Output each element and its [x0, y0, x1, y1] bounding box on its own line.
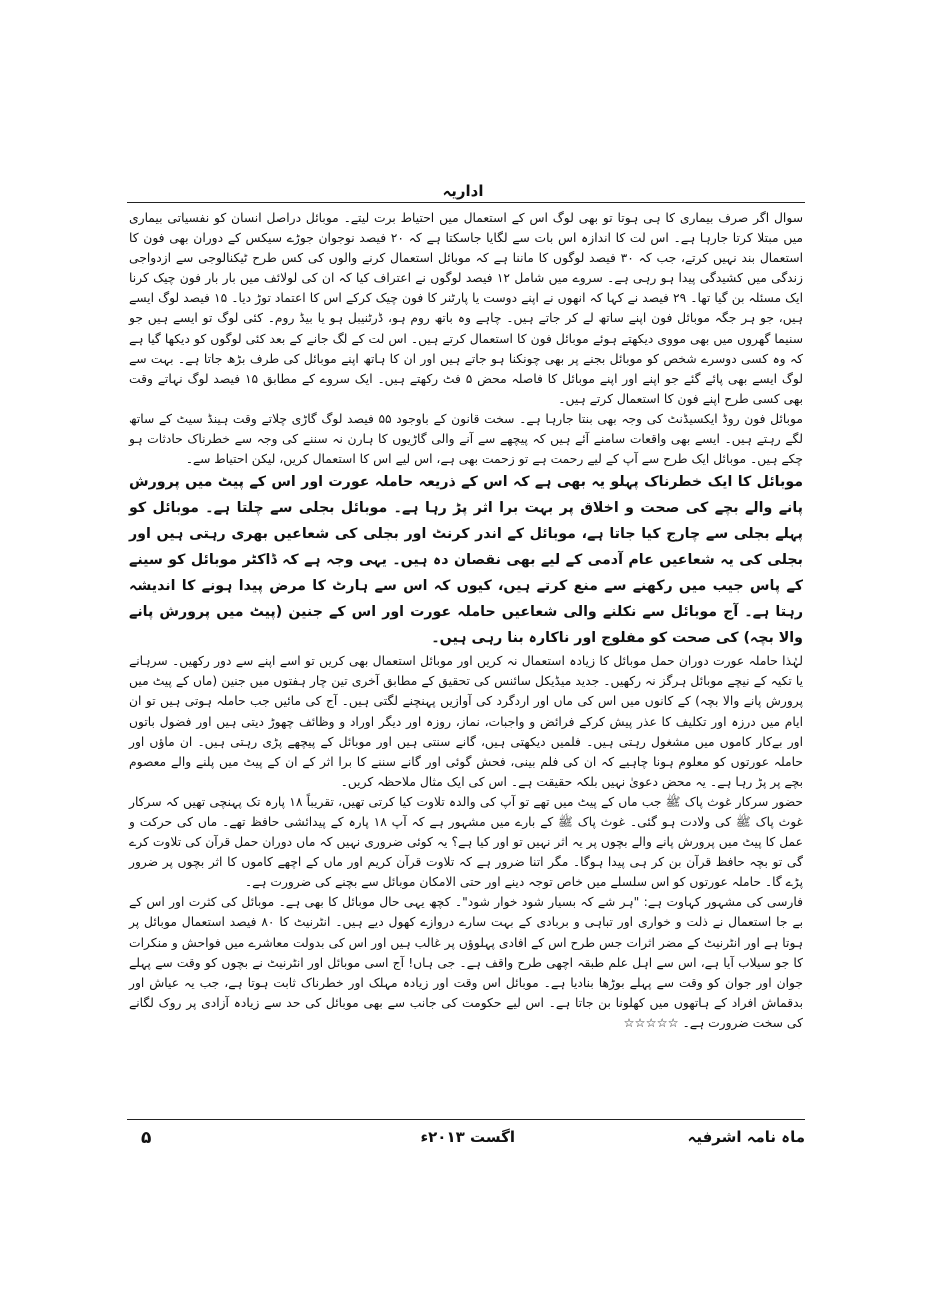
paragraph-1: سوال اگر صرف بیماری کا ہی ہوتا تو بھی لوگ اس کے استعمال میں احتیاط برت لیتے۔ موبائل دراصل انسان کو نفسیاتی بیماری میں مبتلا کرتا جارہا ہے۔ اس لت کا اندازہ اس بات سے لگایا جاسکتا ہے کہ ۲۰ فیصد نوجوان جوڑے سیکس کے دوران بھی فون کا استعمال بند نہیں کرتے، جب کہ ۳۰ فیصد لوگوں کا ماننا ہے کہ موبائل استعمال کرنے والوں کی کس طرح ٹیکنالوجی سے ازدواجی زندگی میں کشیدگی پیدا ہو رہی ہے۔ سروے میں شامل ۱۲ فیصد لوگوں نے اعتراف کیا کہ ان کی لولائف میں بار بار فون چیک کرنا ایک مسئلہ بن گیا تھا۔ ۲۹ فیصد نے کہا کہ انھوں نے اپنے دوست یا پارٹنر کا فون چیک کرکے اس کا اعتماد توڑ دیا۔ ۱۵ فیصد لوگ ایسے ہیں، جو ہر جگہ موبائل فون اپنے ساتھ لے کر جاتے ہیں۔ چاہے وہ باتھ روم ہو، ڈرٹنیبل ہو یا بیڈ روم۔ کئی لوگ تو ایسے ہیں جو سنیما گھروں میں بھی مووی دیکھتے ہوئے موبائل فون کا استعمال کرتے ہیں۔ اس لت کے لگ جانے کے بعد کئی لوگوں کو دیکھا گیا ہے کہ وہ کسی دوسرے شخص کو موبائل بجنے پر بھی چونکنا ہو جاتے ہیں اور ان کا ہاتھ اپنے موبائل کی طرف بڑھ جاتا ہے۔ بہت سے لوگ ایسے بھی پائے گئے جو اپنے اور اپنے موبائل کا فاصلہ محض ۵ فٹ رکھتے ہیں۔ ایک سروے کے مطابق ۱۵ فیصد لوگ نہاتے وقت بھی کسی طرح اپنے فون کا استعمال کرتے ہیں۔ — [129, 211, 803, 406]
footer-rule — [127, 1119, 805, 1120]
article-body — [129, 208, 803, 1033]
paragraph-6: فارسی کی مشہور کہاوت ہے: "ہر شے کہ بسیار شود خوار شود"۔ کچھ یہی حال موبائل کا بھی ہے۔ موبائل کی کثرت اور اس کے بے جا استعمال نے ذلت و خواری اور تباہی و بربادی کے بہت سارے دروازے کھول دیے ہیں۔ انٹرنیٹ کا ۸۰ فیصد استعمال موبائل پر ہوتا ہے اور انٹرنیٹ کے مضر اثرات جس طرح اس کے افادی پہلوؤں پر غالب ہیں اور اس کی بدولت معاشرے میں فواحش و منکرات کا جو سیلاب آیا ہے، اس سے اہل علم طبقہ اچھی طرح واقف ہے۔ جی ہاں! آج اسی موبائل اور انٹرنیٹ نے بچوں کو وقت سے پہلے جوان اور جوان کو وقت سے پہلے بوڑھا بنادیا ہے۔ موبائل اس وقت اور زیادہ مہلک اور خطرناک ثابت ہوتا ہے، جب یہ عیاش اور بدقماش افراد کے ہاتھوں میں کھلونا بن جاتا ہے۔ اس لیے حکومت کی جانب سے بھی موبائل کی حد سے زیادہ آزادی پر روک لگانے کی سخت ضرورت ہے۔ ☆☆☆☆☆ — [129, 895, 803, 1030]
paragraph-4: لہٰذا حاملہ عورت دوران حمل موبائل کا زیادہ استعمال نہ کریں اور موبائل استعمال بھی کریں تو اسے اپنے سے دور رکھیں۔ سرہانے یا تکیہ کے نیچے موبائل ہرگز نہ رکھیں۔ جدید میڈیکل سائنس کی تحقیق کے مطابق آخری تین چار ہفتوں میں جنین (ماں کے پیٹ میں پرورش پانے والا بچہ) کے کانوں میں اس کی ماں اور اردگرد کی آوازیں پہنچنے لگتی ہیں۔ آج کی مائیں جب حاملہ ہوتی ہیں تو ان ایام میں درزہ اور تکلیف کا عذر پیش کرکے فرائض و واجبات، نماز، روزہ اور دیگر اوراد و وظائف چھوڑ دیتی ہیں اور فضول باتوں اور بےکار کاموں میں مشغول رہتی ہیں۔ فلمیں دیکھتی ہیں، گانے سنتی ہیں اور موبائل کے پیچھے پڑی رہتی ہیں۔ ان ماؤں اور حاملہ عورتوں کو معلوم ہونا چاہیے کہ ان کی فلم بینی، فحش گوئی اور گانے سننے کا برا اثر کے ان کے پیٹ میں پلنے والے معصوم بچے پر پڑ رہا ہے۔ یہ محض دعویٰ نہیں بلکہ حقیقت ہے۔ اس کی ایک مثال ملاحظہ کریں۔ — [129, 654, 803, 789]
issue-date: اگست ۲۰۱۳ء — [420, 1128, 515, 1146]
paragraph-2: موبائل فون روڈ ایکسیڈنٹ کی وجہ بھی بنتا جارہا ہے۔ سخت قانون کے باوجود ۵۵ فیصد لوگ گاڑی چلاتے وقت ہینڈ سیٹ کے ساتھ لگے رہتے ہیں۔ ایسے بھی واقعات سامنے آئے ہیں کہ پیچھے سے آنے والی گاڑیوں کا ہارن نہ سننے کی وجہ سے خطرناک حادثات ہو چکے ہیں۔ موبائل ایک طرح سے آپ کے لیے رحمت ہے تو زحمت بھی ہے، اس لیے اس کا استعمال کریں، لیکن احتیاط سے۔ — [129, 411, 803, 467]
magazine-name: ماہ نامہ اشرفیہ — [687, 1128, 805, 1146]
header-rule — [127, 202, 805, 203]
page-footer — [127, 1128, 805, 1152]
page-title: اداریہ — [442, 182, 484, 200]
paragraph-5: حضور سرکار غوث پاک ﷺ جب ماں کے پیٹ میں تھے تو آپ کی والدہ تلاوت کیا کرتی تھیں، تقریباً ۱۸ پارہ تک پہنچی تھیں کہ سرکار غوث پاک ﷺ کی ولادت ہو گئی۔ غوث پاک ﷺ کے بارے میں مشہور ہے کہ آپ ۱۸ پارہ کے پیدائشی حافظ تھے۔ ماں کی حرکت و عمل کا پیٹ میں پرورش پانے والے بچوں پر یہ اثر نہیں تو اور کیا ہے؟ یہ کوئی ضروری نہیں کہ ماں دوران حمل قرآن کی تلاوت کرے گی تو بچہ حافظ قرآن بن کر ہی پیدا ہوگا۔ مگر اتنا ضرور ہے کہ تلاوت قرآن کریم اور ماں کے اچھے کاموں کا اثر بچوں پر ضرور پڑے گا۔ حاملہ عورتوں کو اس سلسلے میں خاص توجہ دینے اور حتی الامکان موبائل سے بچنے کی ضرورت ہے۔ — [129, 794, 804, 890]
page-number: ۵ — [141, 1128, 152, 1148]
paragraph-3-bold: موبائل کا ایک خطرناک پہلو یہ بھی ہے کہ اس کے ذریعہ حاملہ عورت اور اس کے پیٹ میں پرورش پانے والے بچے کی صحت و اخلاق پر بہت برا اثر پڑ رہا ہے۔ موبائل بجلی سے چلتا ہے۔ موبائل کو پہلے بجلی سے چارج کیا جاتا ہے، موبائل کے اندر کرنٹ اور بجلی کی شعاعیں بھری رہتی ہیں اور بجلی کی یہ شعاعیں عام آدمی کے لیے بھی نقصان دہ ہیں۔ یہی وجہ ہے کہ ڈاکٹر موبائل کو سینے کے پاس جیب میں رکھنے سے منع کرتے ہیں، کیوں کہ اس سے ہارٹ کا مرض پیدا ہونے کا اندیشہ رہتا ہے۔ آج موبائل سے نکلنے والی شعاعیں حاملہ عورت اور اس کے جنین (پیٹ میں پرورش پانے والا بچہ) کی صحت کو مفلوج اور ناکارہ بنا رہی ہیں۔ — [129, 474, 803, 647]
